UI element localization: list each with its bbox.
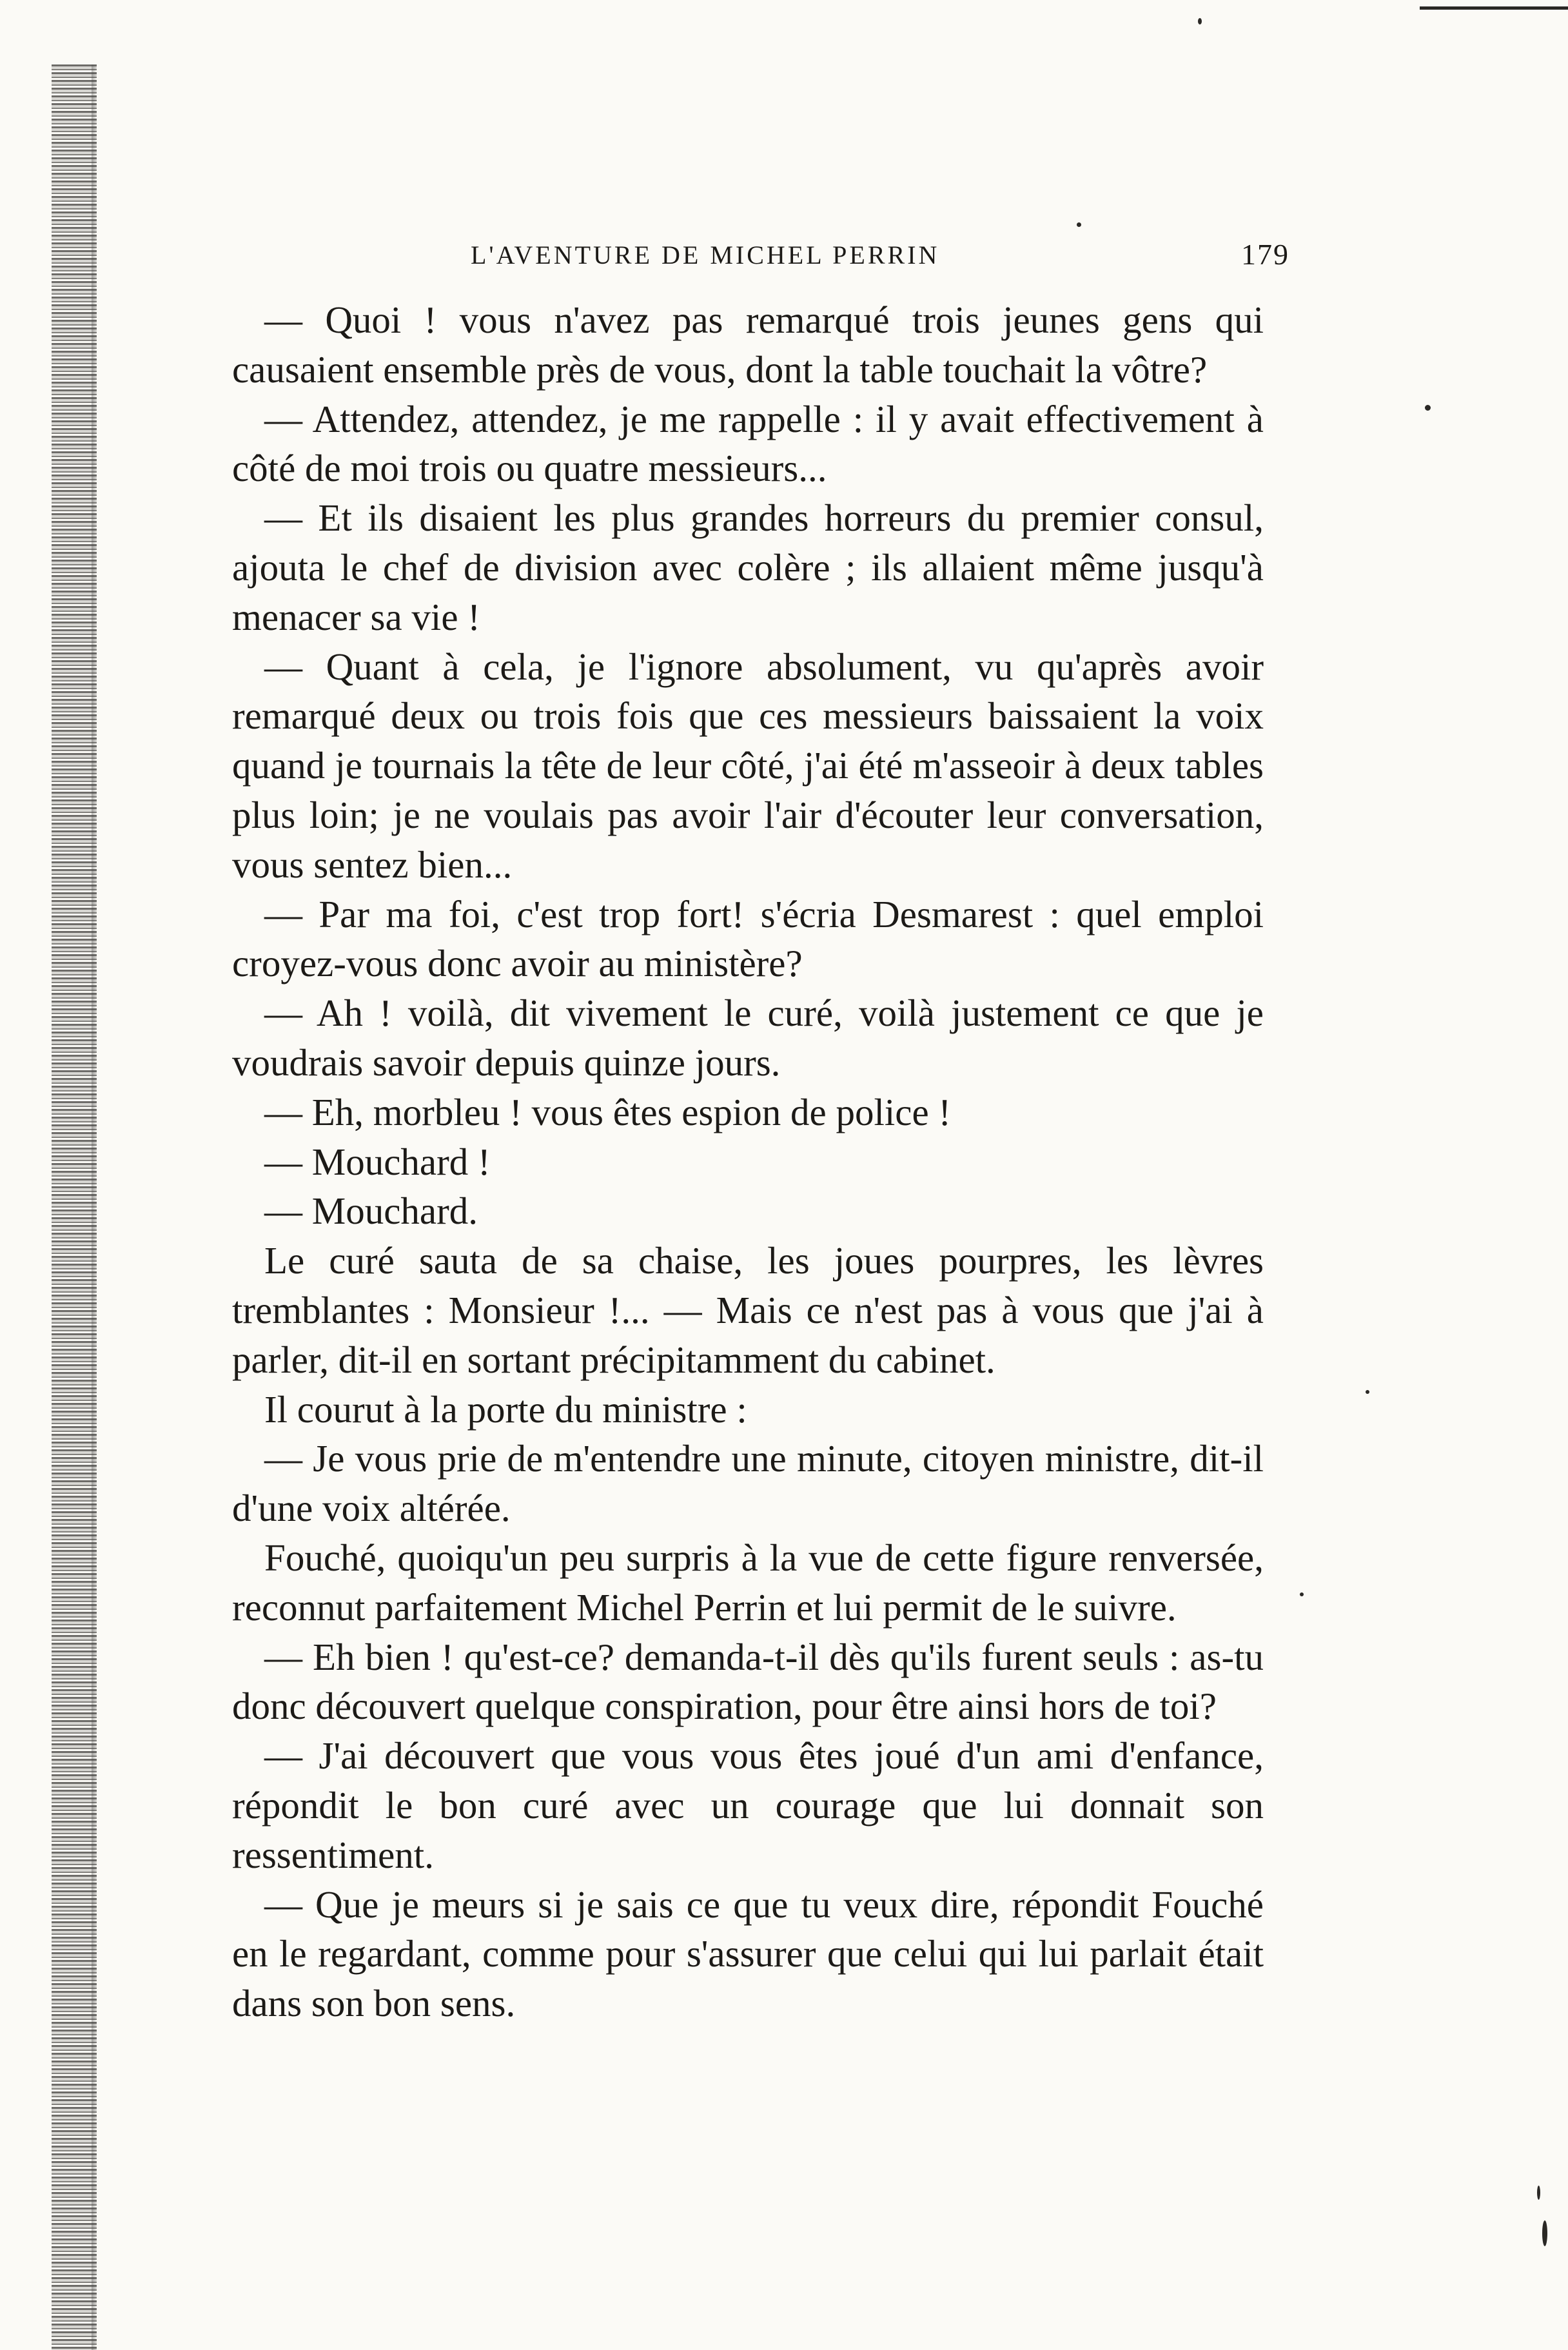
top-rule [1420,6,1568,10]
paragraph: — Attendez, attendez, je me rappelle : il y avait effectivement à côté de moi trois ou quatre messieurs... [232,397,1264,490]
paragraph: — Que je meurs si je sais ce que tu veux dire, répondit Fouché en le regardant, comme pour s'assurer que celui qui lui parlait était dans son bon sens. [232,1883,1264,2025]
scan-speck [1300,1592,1304,1596]
scan-speck [1542,2220,1547,2246]
paragraph: — Eh bien ! qu'est-ce? demanda-t-il dès qu'ils furent seuls : as-tu donc découvert quelque conspiration, pour être ainsi hors de toi? [232,1635,1264,1728]
running-title: L'AVENTURE DE MICHEL PERRIN [471,240,940,269]
paragraph: Fouché, quoiqu'un peu surpris à la vue de cette figure renversée, reconnut parfaitement Michel Perrin et lui permit de le suivre. [232,1536,1264,1629]
paragraph: — Mouchard ! [264,1140,491,1183]
paragraph: — Quoi ! vous n'avez pas remarqué trois jeunes gens qui causaient ensemble près de vous, dont la table touchait la vôtre? [232,299,1264,391]
scan-speck [1537,2186,1540,2200]
scan-speck [1198,18,1202,24]
paragraph: — J'ai découvert que vous vous êtes joué d'un ami d'enfance, répondit le bon curé avec un courage que lui donnait son ressentiment. [232,1734,1264,1876]
running-head [232,232,1289,284]
page-binding-edge [52,64,97,2350]
paragraph: — Eh, morbleu ! vous êtes espion de police ! [264,1090,952,1133]
scan-speck [1366,1390,1369,1394]
paragraph: — Je vous prie de m'entendre une minute, citoyen ministre, dit-il d'une voix altérée. [232,1437,1264,1530]
page-number: 179 [1241,238,1289,271]
paragraph: — Ah ! voilà, dit vivement le curé, voilà justement ce que je voudrais savoir depuis quinze jours. [232,992,1264,1084]
paragraph: — Et ils disaient les plus grandes horreurs du premier consul, ajouta le chef de division avec colère ; ils allaient même jusqu'à menacer sa vie ! [232,496,1264,638]
body-text [232,295,1264,2028]
scan-speck [1425,405,1431,411]
paragraph: — Par ma foi, c'est trop fort! s'écria Desmarest : quel emploi croyez-vous donc avoir au ministère? [232,892,1264,985]
paragraph: Il courut à la porte du ministre : [264,1387,747,1431]
scan-speck [1077,222,1081,227]
paragraph: Le curé sauta de sa chaise, les joues pourpres, les lèvres tremblantes : Monsieur !... — Mais ce n'est pas à vous que j'ai à parler, dit-il en sortant précipitamment du cabinet. [232,1239,1264,1381]
paragraph: — Quant à cela, je l'ignore absolument, vu qu'après avoir remarqué deux ou trois fois que ces messieurs baissaient la voix quand je tournais la tête de leur côté, j'ai été m'asseoir à deux tables plus loin; je ne voulais pas avoir l'air d'écouter leur conversation, vous sentez bien... [232,645,1264,886]
paragraph: — Mouchard. [264,1190,478,1233]
